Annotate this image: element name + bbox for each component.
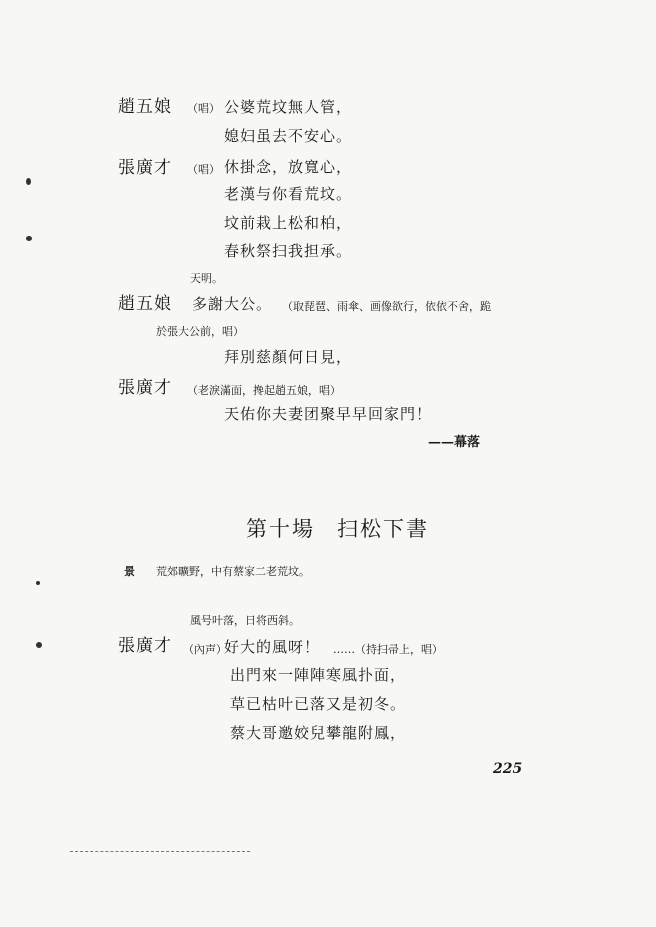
scene-description: 荒郊曠野，中有蔡家二老荒坟。 xyxy=(156,565,310,578)
margin-speck xyxy=(26,236,32,241)
bottom-scan-noise xyxy=(70,851,250,853)
stage-direction: （唱） xyxy=(187,163,220,176)
verse-line: 拜別慈顏何日見， xyxy=(224,348,353,366)
speaker-zhang-guangcai: 張廣才 xyxy=(118,636,172,656)
verse-line: 坟前栽上松和柏， xyxy=(224,214,353,232)
verse-line: 好大的風呀！ xyxy=(224,638,321,656)
stage-direction: 天明。 xyxy=(190,272,223,285)
verse-line: 公婆荒坟無人管， xyxy=(224,98,353,116)
page-number: 225 xyxy=(493,761,523,777)
verse-line: 蔡大哥邀姣兒攀龍附鳳， xyxy=(230,724,407,742)
speaker-zhang-guangcai: 張廣才 xyxy=(118,158,172,178)
verse-line: 出門來一陣陣寒風扑面， xyxy=(230,666,407,684)
curtain-falls: ——幕落 xyxy=(428,435,481,450)
speaker-zhang-guangcai: 張廣才 xyxy=(118,378,172,398)
stage-direction: ……（持扫帚上，唱） xyxy=(333,643,443,656)
stage-direction: （唱） xyxy=(187,102,220,115)
margin-speck xyxy=(26,178,31,185)
stage-direction: 風号叶落，日将西斜。 xyxy=(190,614,300,627)
verse-line: 天佑你夫妻团聚早早回家門！ xyxy=(224,405,433,423)
margin-speck xyxy=(36,642,42,648)
speaker-zhao-wuniang: 趙五娘 xyxy=(118,294,172,314)
verse-line: 休掛念，放寬心， xyxy=(224,158,353,176)
stage-direction: （取琵琶、雨傘、画像欲行，依依不舍，跪 xyxy=(282,300,491,313)
verse-line: 媳妇虽去不安心。 xyxy=(224,127,353,145)
speaker-zhao-wuniang: 趙五娘 xyxy=(118,97,172,117)
stage-direction: （內声） xyxy=(183,643,227,656)
verse-line: 老漢与你看荒坟。 xyxy=(224,185,353,203)
stage-direction: （老淚滿面，搀起趙五娘，唱） xyxy=(187,384,341,397)
verse-line: 春秋祭扫我担承。 xyxy=(224,242,353,260)
verse-line: 多謝大公。 xyxy=(192,295,273,313)
scene-label: 景 xyxy=(124,565,135,578)
verse-line: 草已枯叶已落又是初冬。 xyxy=(230,695,407,713)
margin-speck xyxy=(36,581,40,585)
stage-direction: 於張大公前，唱） xyxy=(156,325,244,338)
scene-title: 第十場 xyxy=(246,517,315,541)
scene-subtitle: 扫松下書 xyxy=(337,517,429,541)
